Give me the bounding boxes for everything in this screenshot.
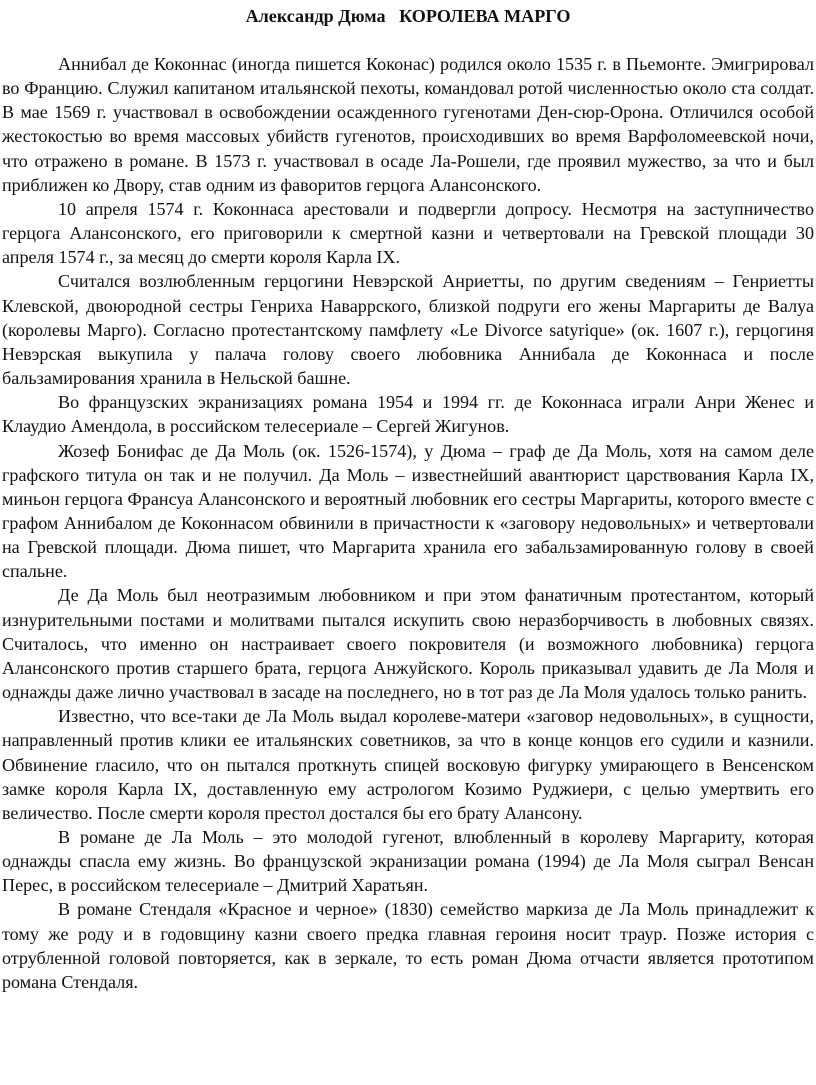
paragraph-1: Аннибал де Коконнас (иногда пишется Коконас) родился около 1535 г. в Пьемонте. Эмигрировал во Францию. Служил капитаном итальянской пехоты, командовал ротой численностью около ста солдат. В мае 1569 г. участвовал в освобождении осажденного гугенотами Ден-сюр-Орона. Отличился особой жестокостью во время массовых убийств гугенотов, происходивших во время Варфоломеевской ночи, что отражено в романе. В 1573 г. участвовал в осаде Ла-Рошели, где проявил мужество, за что и был приближен ко Двору, став одним из фаворитов герцога Алансонского. (2, 54, 814, 195)
paragraph-6: Де Да Моль был неотразимым любовником и при этом фанатичным протестантом, который изнурительными постами и молитвами пытался искупить свою неразборчивость в любовных связях. Считалось, что именно он настраивает своего покровителя (и возможного любовника) герцога Алансонского против старшего брата, герцога Анжуйского. Король приказывал удавить де Ла Моля и однажды даже лично участвовал в засаде на последнего, но в тот раз де Ла Моля удалось только ранить. (2, 585, 814, 703)
book-title: КОРОЛЕВА МАРГО (399, 6, 571, 26)
paragraph-9: В романе Стендаля «Красное и черное» (1830) семейство маркиза де Ла Моль принадлежит к тому же роду и в годовщину казни своего предка главная героиня носит траур. Позже история с отрубленной головой повторяется, как в зеркале, то есть роман Дюма отчасти является прототипом романа Стендаля. (2, 899, 814, 992)
paragraph-7: Известно, что все-таки де Ла Моль выдал королеве-матери «заговор недовольных», в сущности, направленный против клики ее итальянских советников, за что в конце концов его судили и казнили. Обвинение гласило, что он пытался проткнуть спицей восковую фигурку умирающего в Венсенском замке короля Карла IX, доставленную ему астрологом Козимо Руджиери, с целью умертвить его величество. После смерти короля престол достался бы его брату Алансону. (2, 706, 814, 823)
paragraph-8: В романе де Ла Моль – это молодой гугенот, влюбленный в королеву Маргариту, которая однажды спасла ему жизнь. Во французской экранизации романа (1994) де Ла Моля сыграл Венсан Перес, в российском телесериале – Дмитрий Харатьян. (2, 827, 814, 896)
paragraph-3: Считался возлюбленным герцогини Невэрской Анриетты, по другим сведениям – Генриетты Клевской, двоюродной сестры Генриха Наваррского, близкой подруги его жены Маргариты де Валуа (королевы Марго). Согласно протестантскому памфлету «Le Divorce satyrique» (ок. 1607 г.), герцогиня Невэрская выкупила у палача голову своего любовника Аннибала де Коконнаса и после бальзамирования хранила в Нельской башне. (2, 271, 814, 389)
author-name: Александр Дюма (245, 6, 386, 26)
paragraph-4: Во французских экранизациях романа 1954 и 1994 гг. де Коконнаса играли Анри Женес и Клаудио Амендола, в российском телесериале – Сергей Жигунов. (2, 392, 814, 437)
paragraph-2: 10 апреля 1574 г. Коконнаса арестовали и подвергли допросу. Несмотря на заступничество герцога Алансонского, его приговорили к смертной казни и четвертовали на Гревской площади 30 апреля 1574 г., за месяц до смерти короля Карла IX. (2, 198, 814, 268)
paragraph-5: Жозеф Бонифас де Да Моль (ок. 1526-1574), у Дюма – граф де Да Моль, хотя на самом деле графского титула он так и не получил. Да Моль – известнейший авантюрист царствования Карла IX, миньон герцога Франсуа Алансонского и вероятный любовник его сестры Маргариты, которого вместе с графом Аннибалом де Коконнасом обвинили в причастности к «заговору недовольных» и четвертовали на Гревской площади. Дюма пишет, что Маргарита хранила его забальзамированную голову в своей спальне. (2, 440, 814, 582)
page-title (2, 4, 814, 28)
